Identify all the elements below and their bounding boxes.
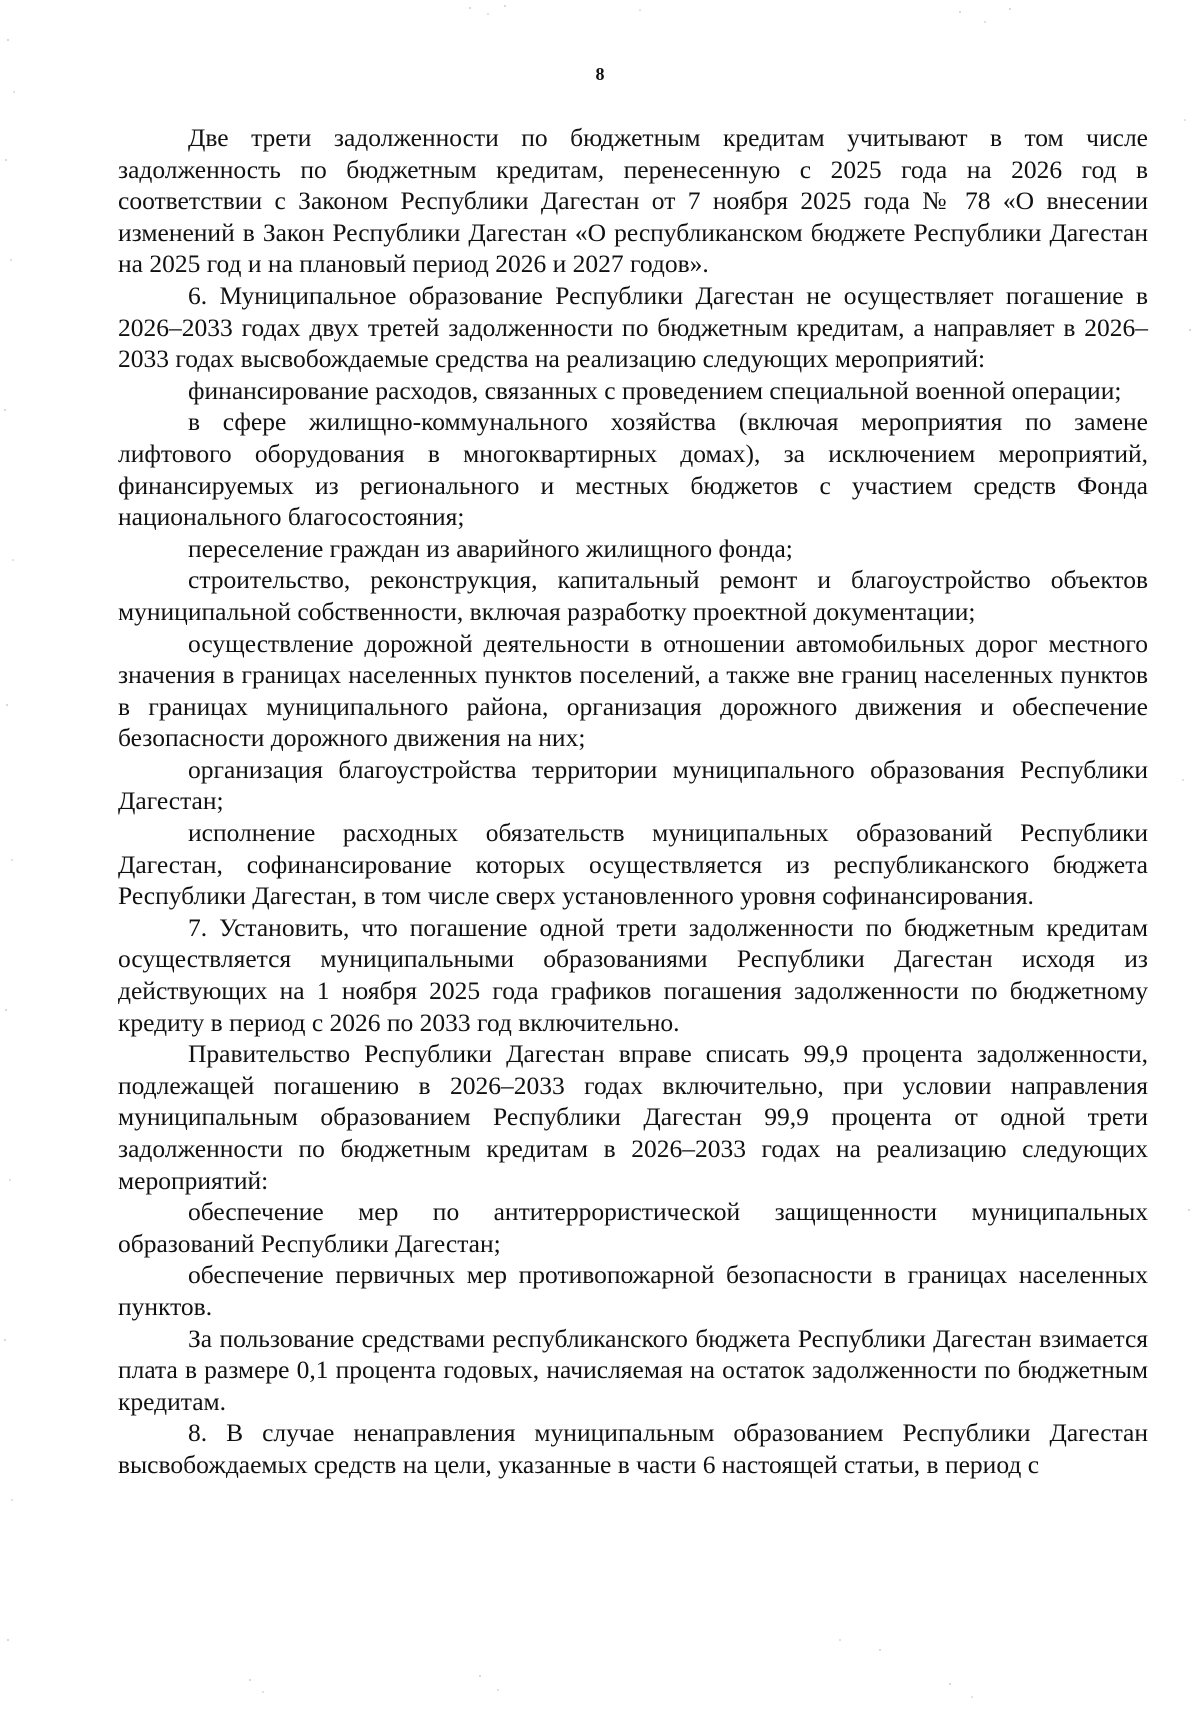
paragraph: Две трети задолженности по бюджетным кредитам учитывают в том числе задолженность по бюджетным кредитам, перенесенную с 2025 года на 2026 год в соответствии с Законом Республики Дагестан от 7 ноября 2025 года № 78 «О внесении изменений в Закон Республики Дагестан «О республиканском бюджете Республики Дагестан на 2025 год и на плановый период 2026 и 2027 годов». bbox=[118, 123, 1148, 279]
paragraph: организация благоустройства территории муниципального образования Республики Дагестан; bbox=[118, 754, 1148, 816]
paragraph: 8. В случае ненаправления муниципальным образованием Республики Дагестан высвобождаемых средств на цели, указанные в части 6 настоящей статьи, в период с bbox=[118, 1418, 1148, 1479]
paragraph: обеспечение мер по антитеррористической защищенности муниципальных образований Республики Дагестан; bbox=[118, 1197, 1148, 1258]
paragraph: строительство, реконструкция, капитальный ремонт и благоустройство объектов муниципальной собственности, включая разработку проектной документации; bbox=[118, 565, 1148, 626]
paragraph: 6. Муниципальное образование Республики Дагестан не осуществляет погашение в 2026–2033 годах двух третей задолженности по бюджетным кредитам, а направляет в 2026–2033 годах высвобождаемые средства на реализацию следующих мероприятий: bbox=[118, 280, 1148, 374]
paragraph: финансирование расходов, связанных с проведением специальной военной операции; bbox=[188, 375, 1122, 405]
paragraph: За пользование средствами республиканского бюджета Республики Дагестан взимается плата в размере 0,1 процента годовых, начисляемая на остаток задолженности по бюджетным кредитам. bbox=[118, 1323, 1148, 1416]
paragraph: 7. Установить, что погашение одной трети задолженности по бюджетным кредитам осуществляется муниципальными образованиями Республики Дагестан исходя из действующих на 1 ноября 2025 года графиков погашения задолженности по бюджетному кредиту в период с 2026 по 2033 год включительно. bbox=[118, 912, 1148, 1037]
paragraph: переселение граждан из аварийного жилищного фонда; bbox=[188, 533, 793, 563]
paragraph: обеспечение первичных мер противопожарной безопасности в границах населенных пунктов. bbox=[118, 1260, 1148, 1321]
document-body bbox=[118, 122, 1148, 1481]
paragraph: в сфере жилищно-коммунального хозяйства (включая мероприятия по замене лифтового оборудования в многоквартирных домах), за исключением мероприятий, финансируемых из регионального и местных бюджетов с участием средств Фонда национального благосостояния; bbox=[118, 407, 1148, 532]
paragraph: исполнение расходных обязательств муниципальных образований Республики Дагестан, софинансирование которых осуществляется из республиканского бюджета Республики Дагестан, в том числе сверх установленного уровня софинансирования. bbox=[118, 818, 1148, 911]
page-number: 8 bbox=[595, 64, 605, 84]
paragraph: Правительство Республики Дагестан вправе списать 99,9 процента задолженности, подлежащей погашению в 2026–2033 годах включительно, при условии направления муниципальным образованием Республики Дагестан 99,9 процента от одной трети задолженности по бюджетным кредитам в 2026–2033 годах на реализацию следующих мероприятий: bbox=[118, 1039, 1148, 1195]
paragraph: осуществление дорожной деятельности в отношении автомобильных дорог местного значения в границах населенных пунктов поселений, а также вне границ населенных пунктов в границах муниципального района, организация дорожного движения и обеспечение безопасности дорожного движения на них; bbox=[118, 628, 1148, 753]
